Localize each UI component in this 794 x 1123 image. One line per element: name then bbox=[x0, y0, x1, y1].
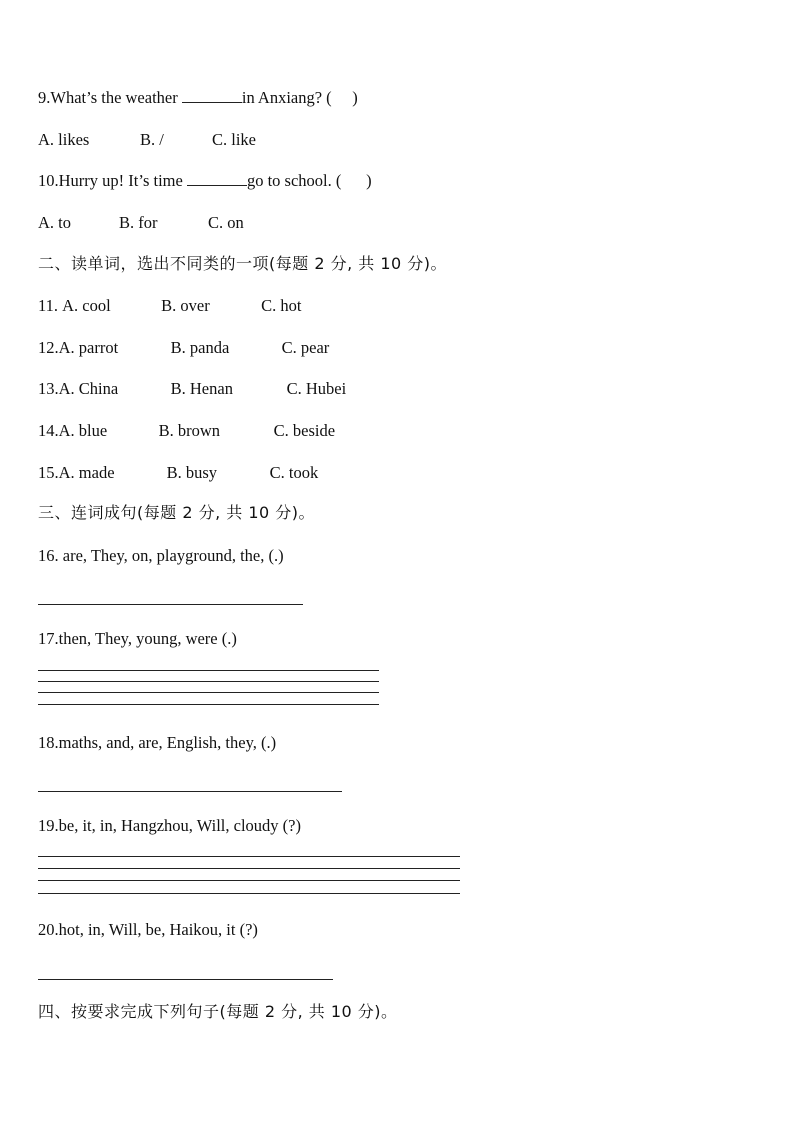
question-17: 17.then, They, young, were (.) bbox=[38, 629, 237, 648]
answer-line[interactable] bbox=[38, 604, 303, 605]
answer-line[interactable] bbox=[38, 791, 342, 792]
option-a[interactable]: A. to bbox=[38, 213, 71, 232]
answer-line[interactable] bbox=[38, 692, 379, 693]
question-10 bbox=[38, 171, 372, 191]
answer-line[interactable] bbox=[38, 979, 333, 980]
option-c[interactable]: C. Hubei bbox=[286, 379, 347, 398]
section-4-heading: 四、按要求完成下列句子(每题 2 分, 共 10 分)。 bbox=[38, 1002, 398, 1021]
question-9-text-after: in Anxiang? ( ) bbox=[241, 88, 358, 107]
answer-line[interactable] bbox=[38, 704, 379, 705]
answer-line[interactable] bbox=[38, 893, 460, 894]
option-b[interactable]: B. panda bbox=[170, 338, 230, 357]
question-15 bbox=[38, 463, 318, 483]
option-c[interactable]: C. beside bbox=[273, 421, 336, 440]
question-10-text-before: 10.Hurry up! It’s time bbox=[38, 171, 187, 190]
question-10-text-after: go to school. ( ) bbox=[246, 171, 372, 190]
option-b[interactable]: B. Henan bbox=[170, 379, 233, 398]
section-3-heading: 三、连词成句(每题 2 分, 共 10 分)。 bbox=[38, 503, 316, 522]
option-b[interactable]: B. for bbox=[119, 213, 158, 232]
option-c[interactable]: C. pear bbox=[281, 338, 330, 357]
answer-line[interactable] bbox=[38, 880, 460, 881]
answer-line[interactable] bbox=[38, 670, 379, 671]
answer-line[interactable] bbox=[38, 856, 460, 857]
question-number: 13. bbox=[38, 379, 59, 398]
question-9-text-before: 9.What’s the weather bbox=[38, 88, 182, 107]
question-18: 18.maths, and, are, English, they, (.) bbox=[38, 733, 277, 752]
question-10-options bbox=[38, 213, 244, 233]
answer-line[interactable] bbox=[38, 868, 460, 869]
option-c[interactable]: C. hot bbox=[261, 296, 302, 315]
option-a[interactable]: A. likes bbox=[38, 130, 90, 149]
question-9-options bbox=[38, 130, 256, 150]
option-c[interactable]: C. on bbox=[208, 213, 244, 232]
question-13 bbox=[38, 379, 346, 399]
option-a[interactable]: A. made bbox=[58, 463, 115, 482]
question-number: 11. bbox=[38, 296, 63, 315]
question-20: 20.hot, in, Will, be, Haikou, it (?) bbox=[38, 920, 258, 939]
question-number: 15. bbox=[38, 463, 59, 482]
question-number: 12. bbox=[38, 338, 59, 357]
question-number: 14. bbox=[38, 421, 59, 440]
answer-blank[interactable] bbox=[187, 171, 247, 186]
option-a[interactable]: A. blue bbox=[58, 421, 108, 440]
question-11 bbox=[38, 296, 301, 316]
option-c[interactable]: C. took bbox=[269, 463, 319, 482]
option-c[interactable]: C. like bbox=[212, 130, 256, 149]
option-b[interactable]: B. brown bbox=[158, 421, 221, 440]
option-b[interactable]: B. over bbox=[161, 296, 210, 315]
answer-line[interactable] bbox=[38, 681, 379, 682]
question-14 bbox=[38, 421, 335, 441]
option-a[interactable]: A. China bbox=[58, 379, 119, 398]
answer-blank[interactable] bbox=[182, 88, 242, 103]
question-19: 19.be, it, in, Hangzhou, Will, cloudy (?) bbox=[38, 816, 301, 835]
question-12 bbox=[38, 338, 329, 358]
option-b[interactable]: B. busy bbox=[166, 463, 218, 482]
question-9 bbox=[38, 88, 358, 108]
question-16: 16. are, They, on, playground, the, (.) bbox=[38, 546, 284, 565]
option-b[interactable]: B. / bbox=[140, 130, 164, 149]
option-a[interactable]: A. cool bbox=[62, 296, 111, 315]
option-a[interactable]: A. parrot bbox=[58, 338, 119, 357]
section-2-heading: 二、读单词，选出不同类的一项(每题 2 分, 共 10 分)。 bbox=[38, 254, 448, 273]
